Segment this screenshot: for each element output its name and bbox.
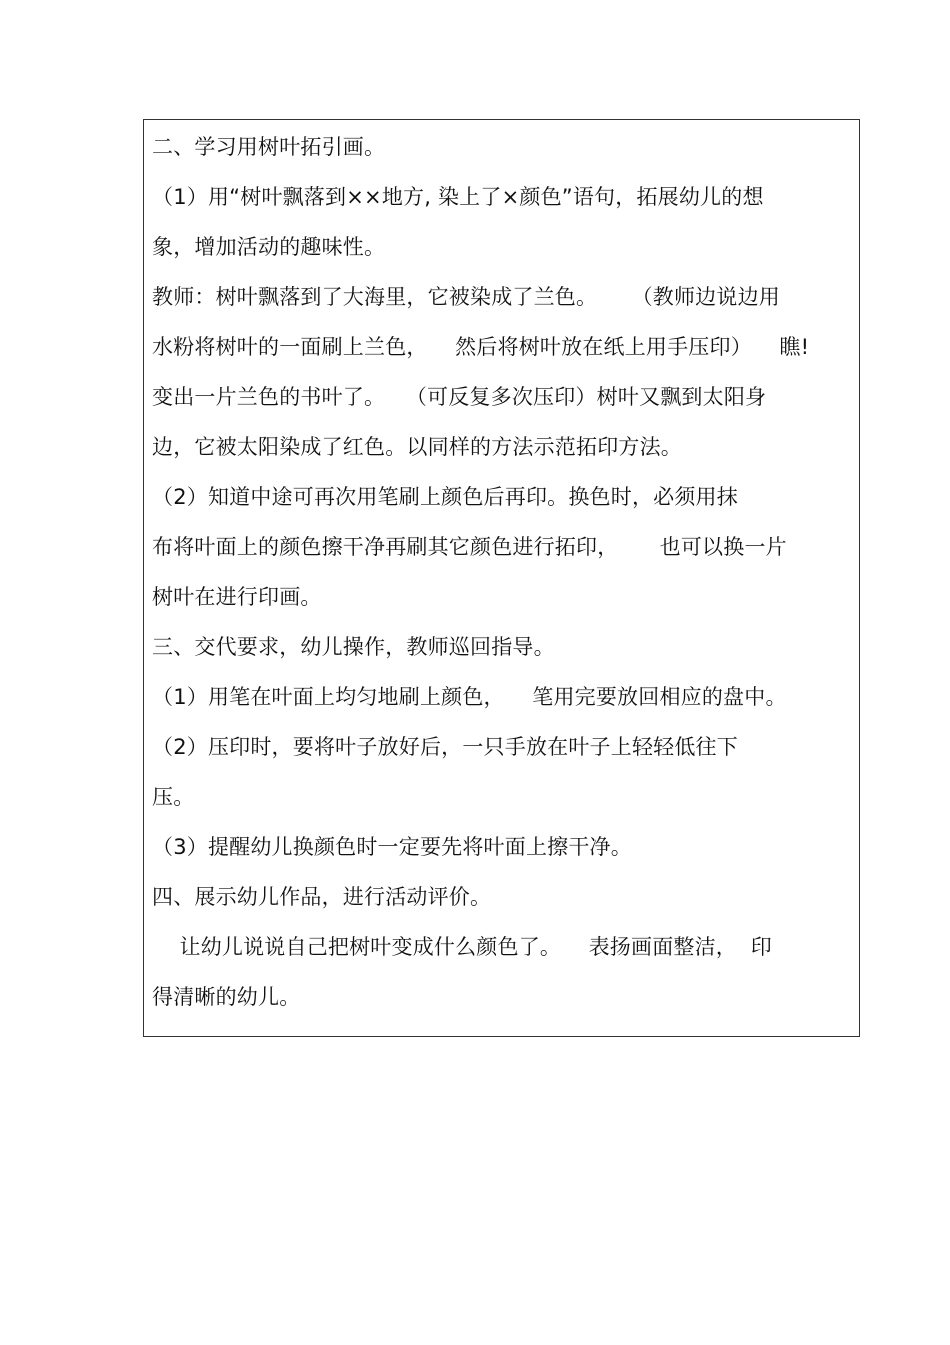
text-line: 压。 (152, 785, 195, 809)
section-heading-2: 二、学习用树叶拓引画。 (152, 135, 386, 159)
text-line: 让幼儿说说自己把树叶变成什么颜色了。 表扬画面整洁， 印 (152, 935, 772, 959)
section-heading-3: 三、交代要求，幼儿操作，教师巡回指导。 (152, 635, 555, 659)
text-line: 象，增加活动的趣味性。 (152, 235, 386, 259)
text-line: （2）压印时，要将叶子放好后，一只手放在叶子上轻轻低往下 (152, 735, 738, 759)
text-line: 边，它被太阳染成了红色。以同样的方法示范拓印方法。 (152, 435, 682, 459)
section-heading-4: 四、展示幼儿作品，进行活动评价。 (152, 885, 492, 909)
text-line: 得清晰的幼儿。 (152, 985, 301, 1009)
text-line: 教师：树叶飘落到了大海里，它被染成了兰色。 （教师边说边用 (152, 285, 780, 309)
text-line: 水粉将树叶的一面刷上兰色， 然后将树叶放在纸上用手压印） 瞧! (152, 335, 810, 359)
text-line: （3）提醒幼儿换颜色时一定要先将叶面上擦干净。 (152, 835, 632, 859)
text-line: （2）知道中途可再次用笔刷上颜色后再印。换色时，必须用抹 (152, 485, 738, 509)
text-line: （1）用“树叶飘落到××地方, 染上了×颜色”语句，拓展幼儿的想 (152, 185, 764, 209)
text-line: 布将叶面上的颜色擦干净再刷其它颜色进行拓印， 也可以换一片 (152, 535, 787, 559)
text-line: 树叶在进行印画。 (152, 585, 322, 609)
text-line: 变出一片兰色的书叶了。 （可反复多次压印）树叶又飘到太阳身 (152, 385, 767, 409)
text-line: （1）用笔在叶面上均匀地刷上颜色， 笔用完要放回相应的盘中。 (152, 685, 787, 709)
